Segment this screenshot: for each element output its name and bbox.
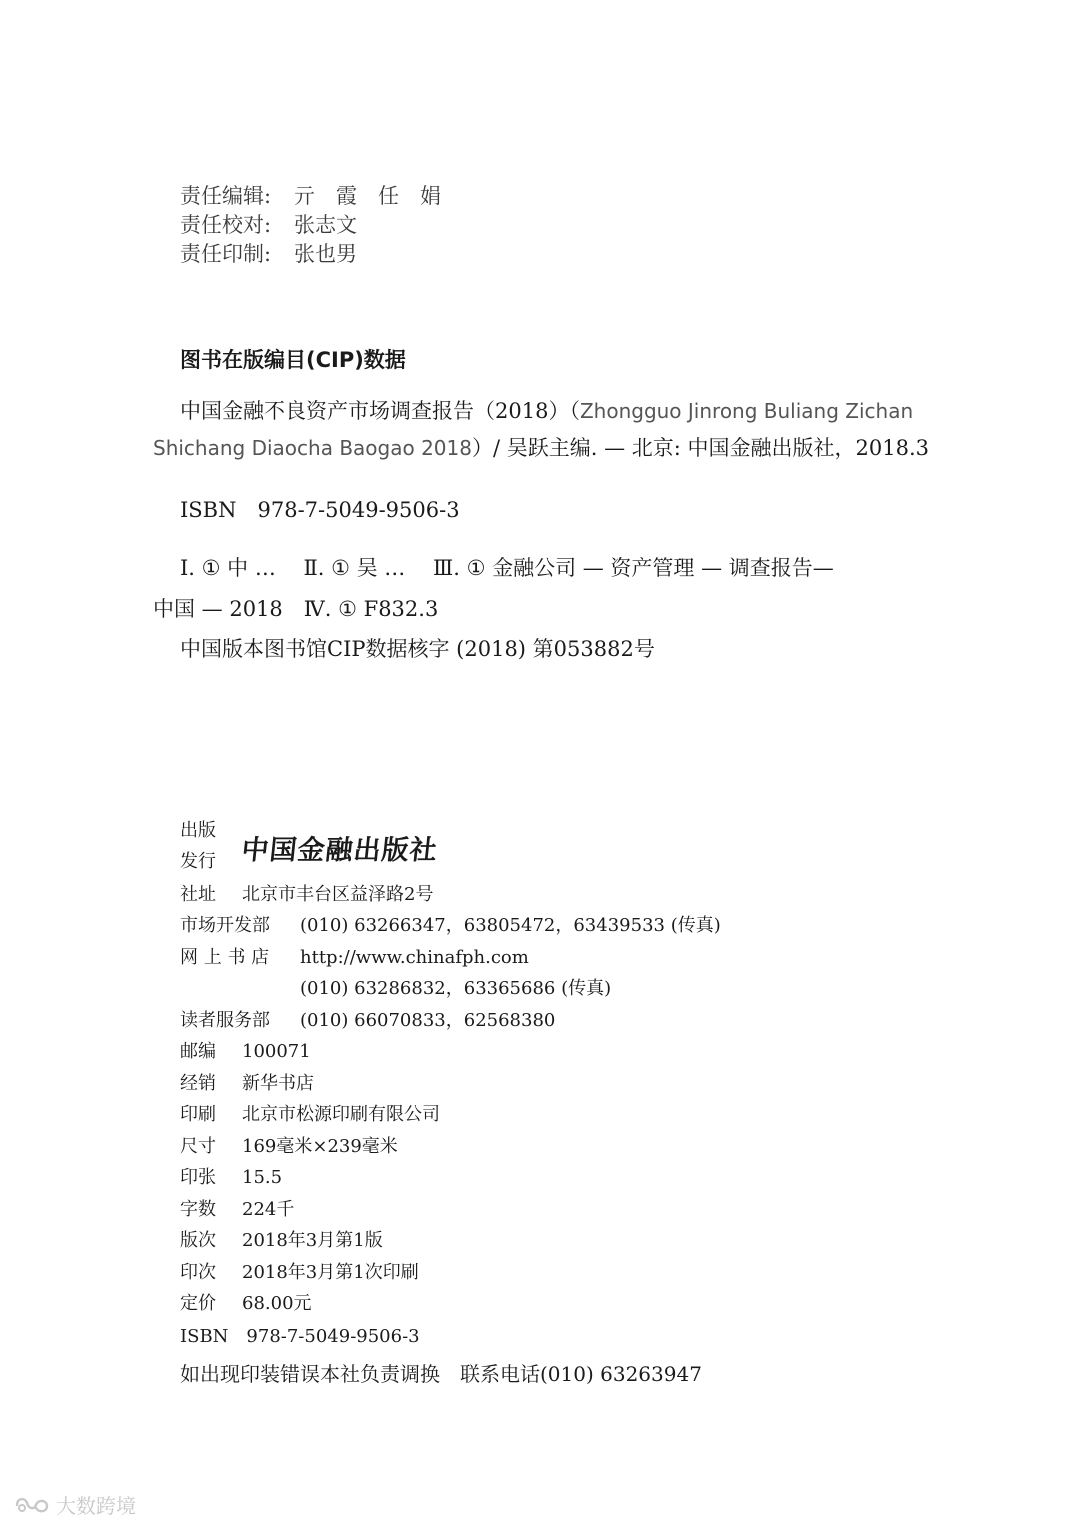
pub-label-publish: 出版	[180, 820, 216, 841]
resp-label: 责任编辑:	[180, 184, 272, 208]
watermark-text: 大数跨境	[56, 1494, 136, 1518]
pub-value: 北京市丰台区益泽路2号	[242, 884, 434, 905]
pub-value: (010) 63266347，63805472，63439533 (传真)	[300, 915, 721, 936]
pub-value: 北京市松源印刷有限公司	[242, 1104, 440, 1125]
pub-row	[180, 1226, 383, 1252]
pub-address-row	[180, 880, 433, 906]
responsibility-proofreader	[180, 209, 357, 239]
pub-key: 读者服务部	[180, 1010, 270, 1031]
resp-value: 亓 霞 任 娟	[294, 184, 441, 208]
pub-key: 印次	[180, 1262, 216, 1283]
pub-value: 15.5	[242, 1167, 283, 1188]
resp-label: 责任印制:	[180, 242, 272, 266]
cip-title-author: ）/ 吴跃主编. — 北京: 中国金融出版社，2018.3	[471, 436, 929, 460]
pub-reader-row	[180, 1006, 555, 1032]
pub-value: 224千	[242, 1199, 295, 1220]
pub-value: 新华书店	[242, 1073, 314, 1094]
pub-value: 2018年3月第1次印刷	[242, 1262, 419, 1283]
resp-label: 责任校对:	[180, 213, 272, 237]
pub-key: 市场开发部	[180, 915, 270, 936]
pub-row	[180, 1132, 398, 1158]
pub-value: 68.00元	[242, 1293, 312, 1314]
pub-value: 169毫米×239毫米	[242, 1136, 398, 1157]
pub-key: 尺寸	[180, 1136, 216, 1157]
pub-row	[180, 1037, 311, 1063]
pub-value: (010) 66070833，62568380	[300, 1010, 556, 1031]
cip-title-line-1	[180, 395, 913, 425]
cip-title-pinyin-cont: Shichang Diaocha Baogao 2018	[153, 436, 472, 460]
pub-value: 100071	[242, 1041, 311, 1062]
cip-heading: 图书在版编目(CIP)数据	[180, 348, 406, 372]
cip-classification-line-1: Ⅰ. ① 中 … Ⅱ. ① 吴 … Ⅲ. ① 金融公司 — 资产管理 — 调查报告—	[180, 556, 834, 580]
pub-online-url: http://www.chinafph.com	[300, 947, 529, 968]
pub-key: 印刷	[180, 1104, 216, 1125]
pub-market-row	[180, 911, 721, 937]
pub-row	[180, 1100, 440, 1126]
resp-value: 张也男	[294, 242, 357, 266]
pub-row	[180, 1069, 314, 1095]
pub-value: 2018年3月第1版	[242, 1230, 383, 1251]
resp-value: 张志文	[294, 213, 357, 237]
pub-key: 印张	[180, 1167, 216, 1188]
cip-title-pinyin: Zhongguo Jinrong Buliang Zichan	[579, 399, 914, 423]
pub-key: 网 上 书 店	[180, 947, 270, 968]
pub-key: 经销	[180, 1073, 216, 1094]
pub-notice: 如出现印装错误本社负责调换 联系电话(010) 63263947	[180, 1362, 702, 1386]
watermark-logo-icon	[14, 1494, 50, 1516]
pub-row	[180, 1163, 282, 1189]
pub-key: 版次	[180, 1230, 216, 1251]
cip-title-line-2	[153, 432, 929, 462]
cip-classification-line-2: 中国 — 2018 Ⅳ. ① F832.3	[153, 597, 439, 621]
publisher-logo: 中国金融出版社	[240, 835, 440, 866]
pub-row	[180, 1195, 294, 1221]
cip-isbn: ISBN 978-7-5049-9506-3	[180, 498, 460, 522]
pub-key: 定价	[180, 1293, 216, 1314]
pub-online-phone: (010) 63286832，63365686 (传真)	[300, 978, 612, 999]
responsibility-printing	[180, 238, 357, 268]
cip-number: 中国版本图书馆CIP数据核字 (2018) 第053882号	[180, 637, 655, 661]
watermark	[14, 1490, 136, 1519]
pub-online-row	[180, 943, 529, 969]
pub-key: 邮编	[180, 1041, 216, 1062]
pub-label-distribute: 发行	[180, 851, 216, 872]
responsibility-editor	[180, 180, 441, 210]
pub-isbn: ISBN 978-7-5049-9506-3	[180, 1326, 420, 1347]
pub-row	[180, 1258, 419, 1284]
pub-key: 字数	[180, 1199, 216, 1220]
pub-row	[180, 1289, 312, 1315]
cip-title-cn: 中国金融不良资产市场调查报告（2018）（	[180, 399, 580, 423]
pub-key: 社址	[180, 884, 216, 905]
